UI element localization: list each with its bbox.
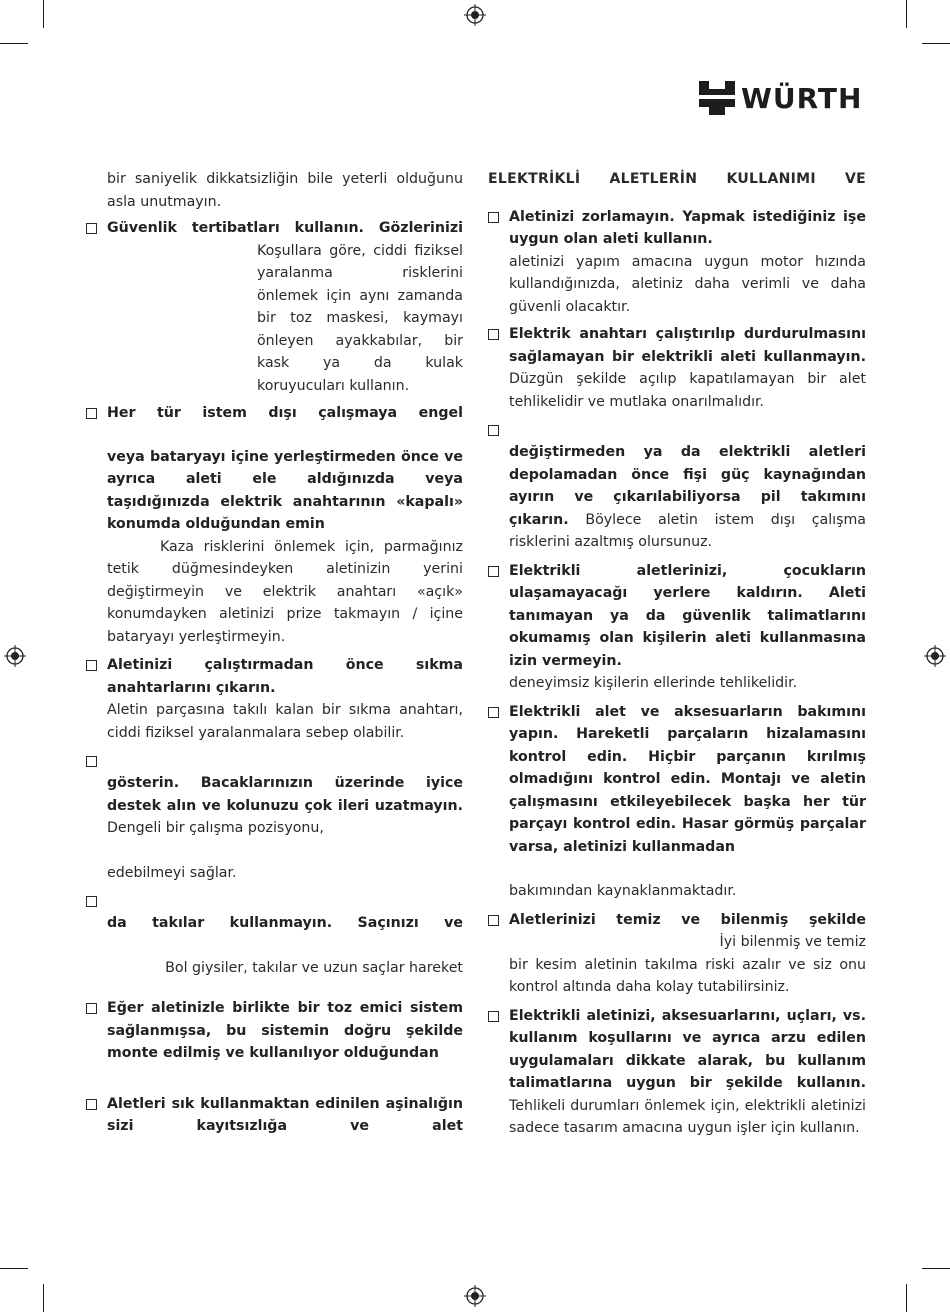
item-spacer — [107, 750, 463, 772]
list-item — [86, 890, 463, 979]
item-text: aletinizi yapım amacına uygun motor hızında kullandığınızda, aletiniz daha verimli ve daha güvenli olacaktır. — [509, 253, 866, 315]
list-item — [86, 402, 463, 648]
section-heading: ELEKTRİKLİ ALETLERİN KULLANIMI VE — [488, 171, 866, 187]
list-item — [86, 750, 463, 884]
registration-mark-icon — [4, 645, 26, 667]
paragraph-text: bir saniyelik dikkatsizliğin bile yeterli olduğunu asla unutmayın. — [107, 171, 463, 210]
item-bold-text: Her tür istem dışı çalışmaya engel — [107, 405, 463, 421]
item-text: edebilmeyi sağlar. — [107, 864, 237, 881]
crop-mark — [0, 43, 28, 44]
registration-mark-icon — [464, 4, 486, 26]
list-item — [86, 654, 463, 744]
list-item — [488, 701, 866, 903]
registration-mark-icon — [924, 645, 946, 667]
item-bold-text: Eğer aletinizle birlikte bir toz emici sistem sağlanmışsa, bu sistemin doğru şekilde monte edilmiş ve kullanılıyor olduğundan — [107, 1000, 463, 1061]
crop-mark — [43, 1284, 44, 1312]
list-item — [488, 560, 866, 695]
checkbox-icon — [488, 425, 499, 436]
intro-paragraph — [86, 168, 463, 213]
crop-mark — [906, 1284, 907, 1312]
item-bold-text: Elektrikli alet ve aksesuarların bakımını yapın. Hareketli parçaların hizalamasını kontrol edin. Hiçbir parçanın kırılmış olmadığını kontrol edin. Montajı ve aletin çalışmasını etkileyebilecek başka her tür parçayı kontrol edin. Hasar görmüş parçalar varsa, aletinizi kullanmadan — [509, 703, 866, 855]
list-item — [488, 323, 866, 413]
item-spacer — [107, 890, 463, 912]
item-text: bakımından kaynaklanmaktadır. — [509, 883, 737, 899]
checkbox-icon — [86, 223, 97, 234]
left-column — [86, 168, 463, 1138]
checkbox-icon — [488, 212, 499, 223]
item-bold-text: veya bataryayı içine yerleştirmeden önce ve ayrıca aleti ele aldığınızda veya taşıdığınızda elektrik anahtarının «kapalı» konumda olduğundan emin — [107, 448, 463, 532]
registration-mark-icon — [464, 1285, 486, 1307]
item-text: Bol giysiler, takılar ve uzun saçlar hareket — [165, 959, 463, 976]
checkbox-icon — [488, 566, 499, 577]
item-bold-text: Aletlerinizi temiz ve bilenmiş şekilde — [509, 911, 866, 928]
list-item — [488, 909, 866, 999]
crop-mark — [0, 1268, 28, 1269]
item-text: Aletin parçasına takılı kalan bir sıkma anahtarı, ciddi fiziksel yaralanmalara sebep olabilir. — [107, 702, 463, 741]
item-bold-text: Aletleri sık kullanmaktan edinilen aşinalığın sizi kayıtsızlığa ve alet — [107, 1095, 463, 1134]
crop-mark — [922, 1268, 950, 1269]
checkbox-icon — [488, 915, 499, 926]
list-item — [86, 217, 463, 397]
item-bold-text: Güvenlik tertibatları kullanın. Gözlerinizi — [107, 220, 463, 236]
wurth-logo-icon — [699, 81, 735, 115]
item-bold-text: da takılar kullanmayın. Saçınızı ve — [107, 915, 463, 931]
checkbox-icon — [86, 896, 97, 907]
item-text: Kaza risklerini önlemek için, parmağınız tetik düğmesindeyken aletinizin yerini değiştirmeyin ve elektrik anahtarı «açık» konumdayken aletinizi prize takmayın / içine bataryayı yerleştirmeyin. — [107, 538, 463, 645]
item-text: bir kesim aletinin takılma riski azalır ve siz onu kontrol altında daha kolay tutabilirsiniz. — [509, 956, 866, 995]
checkbox-icon — [86, 408, 97, 419]
brand-wordmark: WÜRTH — [741, 81, 863, 115]
crop-mark — [922, 43, 950, 44]
list-item — [488, 206, 866, 319]
item-text: deneyimsiz kişilerin ellerinde tehlikelidir. — [509, 675, 798, 691]
checkbox-icon — [86, 1003, 97, 1014]
item-spacer — [509, 419, 866, 441]
checkbox-icon — [488, 329, 499, 340]
item-text: Koşullara göre, ciddi fiziksel yaralanma risklerini önlemek için aynı zamanda bir toz maskesi, kaymayı önleyen ayakkabılar, bir kask ya da kulak koruyucuları kullanın. — [257, 242, 463, 394]
item-bold-text: Elektrikli aletlerinizi, çocukların ulaşamayacağı yerlere kaldırın. Aleti tanımayan ya da güvenlik talimatlarını okumamış olan kişilerin aleti kullanmasına izin vermeyin. — [509, 562, 866, 669]
list-item — [86, 1093, 463, 1138]
brand-logo — [699, 78, 862, 118]
checkbox-icon — [86, 1099, 97, 1110]
item-bold-text: Aletinizi zorlamayın. Yapmak istediğiniz işe uygun olan aleti kullanın. — [509, 208, 866, 247]
list-item — [488, 419, 866, 554]
checkbox-icon — [488, 1011, 499, 1022]
right-column — [488, 168, 866, 1140]
item-bold-text: Aletinizi çalıştırmadan önce sıkma anahtarlarını çıkarın. — [107, 657, 463, 696]
crop-mark — [43, 0, 44, 28]
list-item — [488, 1005, 866, 1140]
item-text: Elektrik anahtarı çalıştırılıp durdurulmasını sağlamayan bir elektrikli aleti kullanmayın. Düzgün şekilde açılıp kapatılamayan bir alet tehlikelidir ve mutlaka onarılmalıdır. — [509, 326, 866, 410]
crop-mark — [906, 0, 907, 28]
checkbox-icon — [86, 660, 97, 671]
item-text: değiştirmeden ya da elektrikli aletleri depolamadan önce fişi güç kaynağından ayırın ve çıkarılabiliyorsa pil takımını çıkarın. Böylece aletin istem dışı çalışma risklerini azaltmış olursunuz. — [509, 444, 866, 550]
item-text: gösterin. Bacaklarınızın üzerinde iyice destek alın ve kolunuzu çok ileri uzatmayın. Dengeli bir çalışma pozisyonu, — [107, 775, 463, 836]
item-text: Elektrikli aletinizi, aksesuarlarını, uçları, vs. kullanım koşullarını ve ayrıca arzu edilen uygulamaları dikkate alarak, bu kullanım talimatlarına uygun bir şekilde kullanın. Tehlikeli durumları önlemek için, elektrikli aletinizi sadece tasarım amacına uygun işler için kullanın. — [509, 1007, 866, 1136]
item-text: İyi bilenmiş ve temiz — [719, 934, 866, 950]
checkbox-icon — [86, 756, 97, 767]
checkbox-icon — [488, 707, 499, 718]
list-item — [86, 997, 463, 1065]
